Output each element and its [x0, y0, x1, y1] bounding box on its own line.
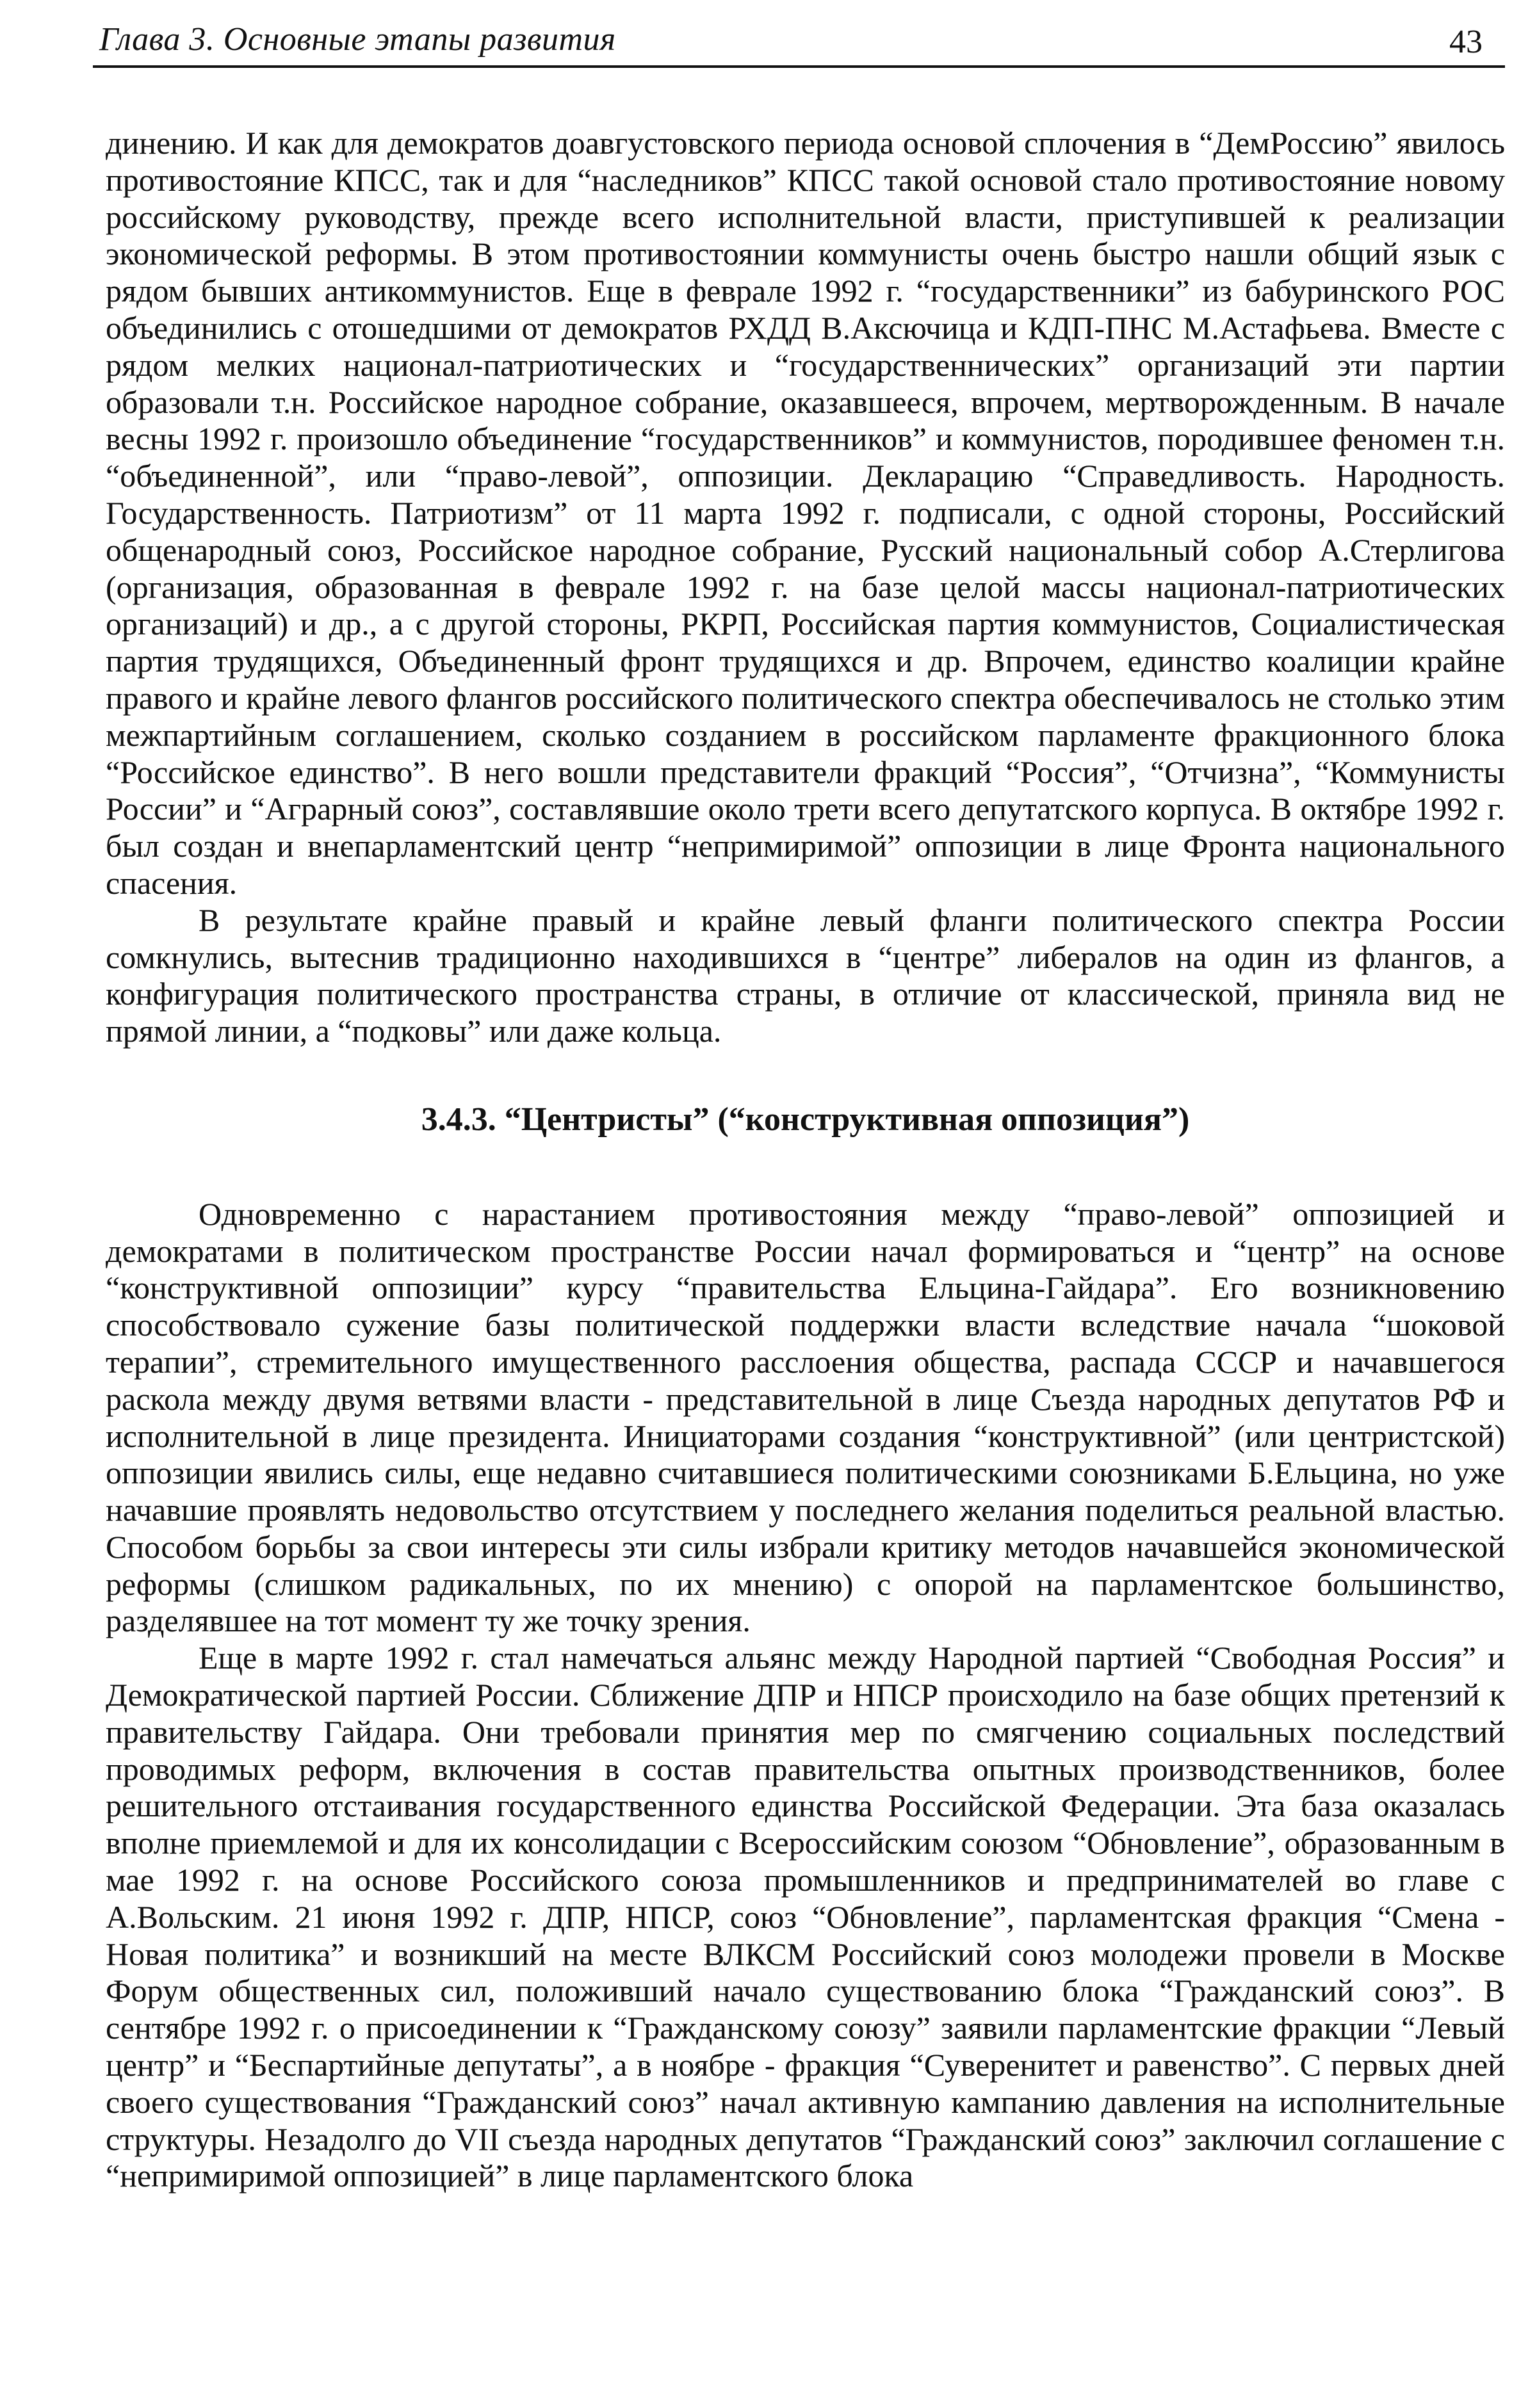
paragraph: динению. И как для демократов доавгустовского периода основой сплочения в “ДемРоссию” явилось противостояние КПСС, так и для “наследников” КПСС такой основой стало противостояние новому российскому руководству, прежде всего исполнительной власти, приступившей к реализации экономической реформы. В этом противостоянии коммунисты очень быстро нашли общий язык с рядом бывших антикоммунистов. Еще в феврале 1992 г. “государственники” из бабуринского РОС объединились с отошедшими от демократов РХДД В.Аксючица и КДП-ПНС М.Астафьева. Вместе с рядом мелких национал-патриотических и “государственнических” организаций эти партии образовали т.н. Российское народное собрание, оказавшееся, впрочем, мертворожденным. В начале весны 1992 г. произошло объединение “государственников” и коммунистов, породившее феномен т.н. “объединенной”, или “право-левой”, оппозиции. Декларацию “Справедливость. Народность. Государственность. Патриотизм” от 11 марта 1992 г. подписали, с одной стороны, Российский общенародный союз, Российское народное собрание, Русский национальный собор А.Стерлигова (организация, образованная в феврале 1992 г. на базе целой массы национал-патриотических организаций) и др., а с другой стороны, РКРП, Российская партия коммунистов, Социалистическая партия трудящихся, Объединенный фронт трудящихся и др. Впрочем, единство коалиции крайне правого и крайне левого флангов российского политического спектра обеспечивалось не столько этим межпартийным соглашением, сколько созданием в российском парламенте фракционного блока “Российское единство”. В него вошли представители фракций “Россия”, “Отчизна”, “Коммунисты России” и “Аграрный союз”, составлявшие около трети всего депутатского корпуса. В октябре 1992 г. был создан и внепарламентский центр “непримиримой” оппозиции в лице Фронта национального спасения.: [106, 125, 1505, 901]
paragraph: Одновременно с нарастанием противостояния между “право-левой” оппозицией и демократами в политическом пространстве России начал формироваться и “центр” на основе “конструктивной оппозиции” курсу “правительства Ельцина-Гайдара”. Его возникновению способствовало сужение базы политической поддержки власти вследствие начала “шоковой терапии”, стремительного имущественного расслоения общества, распада СССР и начавшегося раскола между двумя ветвями власти - представительной в лице Съезда народных депутатов РФ и исполнительной в лице президента. Инициаторами создания “конструктивной” (или центристской) оппозиции явились силы, еще недавно считавшиеся политическими союзниками Б.Ельцина, но уже начавшие проявлять недовольство отсутствием у последнего желания поделиться реальной властью. Способом борьбы за свои интересы эти силы избрали критику методов начавшейся экономической реформы (слишком радикальных, по их мнению) с опорой на парламентское большинство, разделявшее на тот момент ту же точку зрения.: [106, 1195, 1505, 1639]
section-heading: 3.4.3. “Центристы” (“конструктивная оппозиция”): [421, 1101, 1190, 1138]
chapter-title: Глава 3. Основные этапы развития: [99, 21, 616, 58]
body-text: [106, 125, 1505, 2195]
paragraph: В результате крайне правый и крайне левый фланги политического спектра России сомкнулись, вытеснив традиционно находившихся в “центре” либералов на один из флангов, а конфигурация политического пространства страны, в отличие от классической, приняла вид не прямой линии, а “подковы” или даже кольца.: [106, 901, 1505, 1049]
page-number: 43: [1449, 24, 1483, 60]
paragraph: Еще в марте 1992 г. стал намечаться альянс между Народной партией “Свободная Россия” и Демократической партией России. Сближение ДПР и НПСР происходило на базе общих претензий к правительству Гайдара. Они требовали принятия мер по смягчению социальных последствий проводимых реформ, включения в состав правительства опытных производственников, более решительного отстаивания государственного единства Российской Федерации. Эта база оказалась вполне приемлемой и для их консолидации с Всероссийским союзом “Обновление”, образованным в мае 1992 г. на основе Российского союза промышленников и предпринимателей во главе с А.Вольским. 21 июня 1992 г. ДПР, НПСР, союз “Обновление”, парламентская фракция “Смена - Новая политика” и возникший на месте ВЛКСМ Российский союз молодежи провели в Москве Форум общественных сил, положивший начало существованию блока “Гражданский союз”. В сентябре 1992 г. о присоединении к “Гражданскому союзу” заявили парламентские фракции “Левый центр” и “Беспартийные депутаты”, а в ноябре - фракция “Суверенитет и равенство”. С первых дней своего существования “Гражданский союз” начал активную кампанию давления на исполнительные структуры. Незадолго до VII съезда народных депутатов “Гражданский союз” заключил соглашение с “непримиримой оппозицией” в лице парламентского блока: [106, 1640, 1505, 2194]
running-header: [93, 14, 1505, 68]
